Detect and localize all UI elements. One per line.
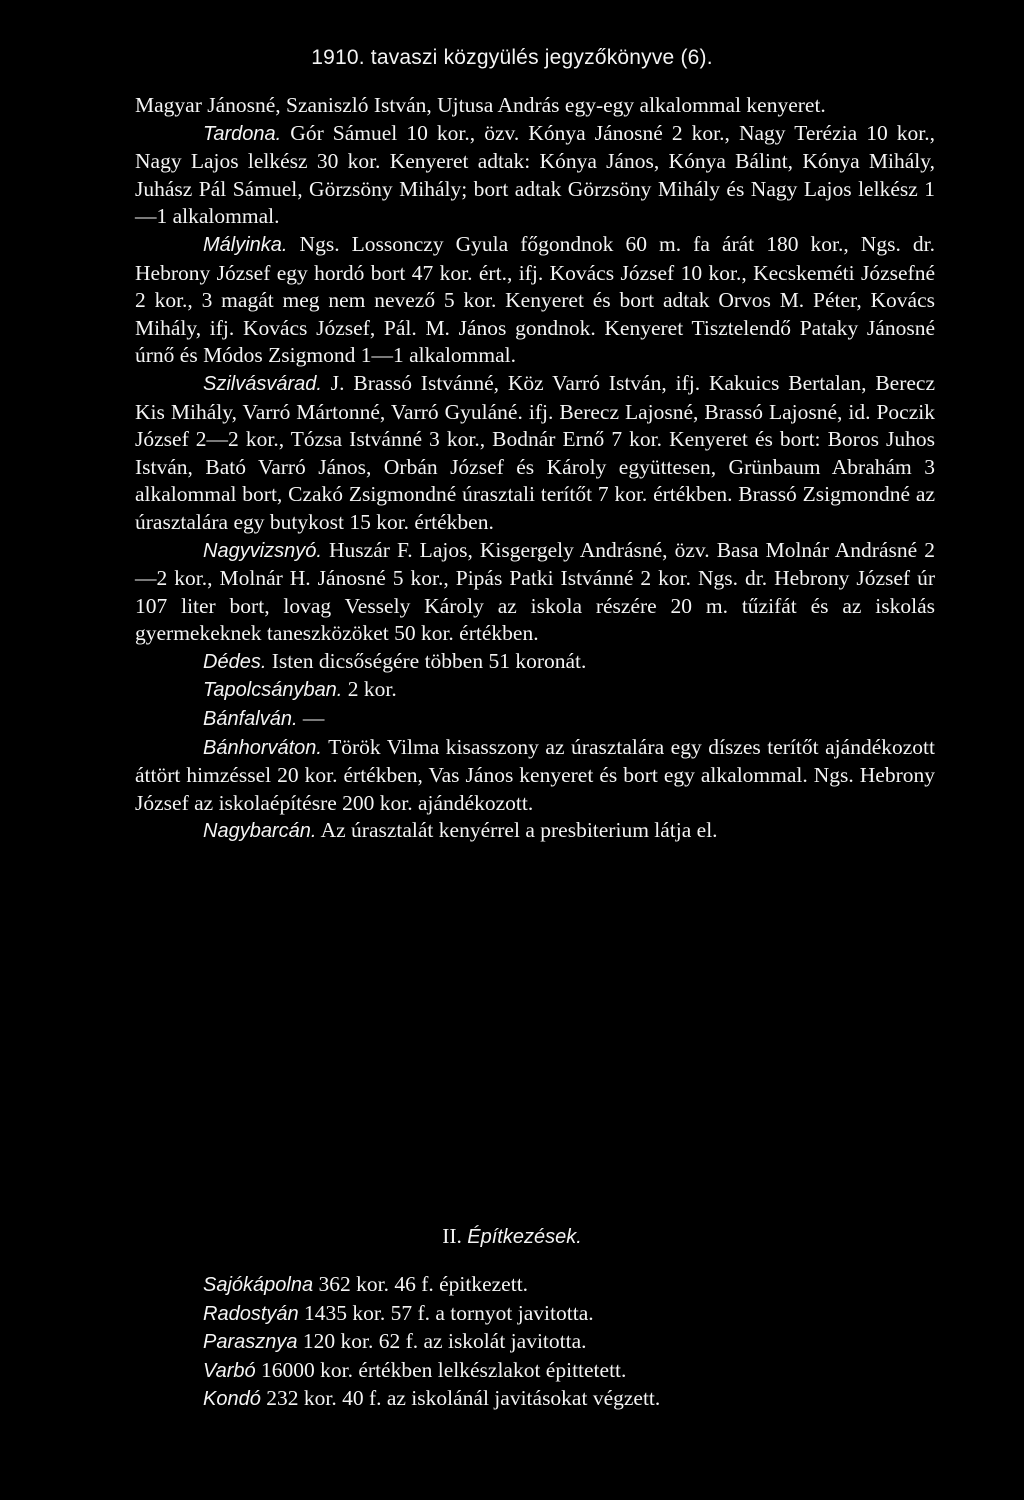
place-name: Bánhorváton.: [203, 736, 322, 759]
place-name: Nagyvizsnyó.: [203, 539, 322, 562]
paragraph: [135, 231, 935, 370]
paragraph-text: 2 kor.: [342, 677, 397, 702]
place-name: Tardona.: [203, 122, 282, 145]
paragraph-text: Magyar Jánosné, Szaniszló István, Ujtusa András egy-egy alkalommal kenyeret.: [135, 93, 826, 117]
paragraph: [135, 734, 935, 818]
section-heading: [0, 1224, 1024, 1249]
paragraph-text: Gór Sámuel 10 kor., özv. Kónya Jánosné 2 kor., Nagy Terézia 10 kor., Nagy Lajos lelkész 30 kor. Kenyeret adtak: Kónya János, Kónya Bálint, Kónya Mihály, Juhász Pál Sámuel, Görzsöny Mihály; bort adtak Görzsöny Mihály és Nagy Lajos lelkész 1—1 alkalommal.: [135, 120, 935, 229]
paragraph: [135, 705, 935, 734]
paragraph: [135, 92, 935, 120]
paragraph-text: Török Vilma kisasszony az úrasztalára egy díszes terítőt ajándékozott áttört himzéssel 20 kor. értékben, Vas János kenyeret és bort egy alkalommal. Ngs. Hebrony József az iskolaépítésre 200 kor. ajándékozott.: [135, 734, 935, 815]
paragraph-text: Huszár F. Lajos, Kisgergely Andrásné, özv. Basa Molnár Andrásné 2—2 kor., Molnár H. Jánosné 5 kor., Pipás Patki Istvánné 2 kor. Ngs. dr. Hebrony József úr 107 liter bort, lovag Vessely Károly az iskola részére 20 m. tűzifát és az iskolás gyermekeknek taneszközöket 50 kor. értékben.: [135, 537, 935, 646]
place-name: Mályinka.: [203, 233, 288, 256]
paragraph-text: Az úrasztalát kenyérrel a presbiterium látja el.: [316, 818, 718, 843]
section-number: II.: [442, 1224, 462, 1248]
paragraph-text: J. Brassó Istvánné, Köz Varró István, ifj. Kakuics Bertalan, Berecz Kis Mihály, Varró Mártonné, Varró Gyuláné. ifj. Berecz Lajosné, Brassó Lajosné, id. Poczik József 2—2 kor., Tózsa Istvánné 3 kor., Bodnár Ernő 7 kor. Kenyeret és bort: Boros Juhos István, Bató Varró János, Orbán József és Károly együttesen, Grünbaum Abrahám 3 alkalommal bort, Czakó Zsigmondné úrasztali terítőt 7 kor. értékben. Brassó Zsigmondné az úrasztalára egy butykost 15 kor. értékben.: [135, 370, 935, 534]
list-item-text: 16000 kor. értékben lelkészlakot épittetett.: [255, 1357, 627, 1382]
page-header: 1910. tavaszi közgyülés jegyzőkönyve (6).: [311, 46, 713, 69]
paragraph-text: Ngs. Lossonczy Gyula főgondnok 60 m. fa árát 180 kor., Ngs. dr. Hebrony József egy hordó bort 47 kor. ért., ifj. Kovács József 10 kor., Kecskeméti Józsefné 2 kor., 3 magát meg nem nevező 5 kor. Kenyeret és bort adtak Orvos M. Péter, Kovács Mihály, ifj. Kovács József, Pál. M. János gondnok. Kenyeret Tisztelendő Pataky Jánosné úrnő és Módos Zsigmond 1—1 alkalommal.: [135, 231, 935, 368]
paragraph-text: Isten dicsőségére többen 51 koronát.: [266, 648, 587, 673]
place-name: Bánfalván.: [203, 708, 298, 731]
list-item: [203, 1357, 963, 1386]
paragraph-text: —: [297, 706, 325, 731]
paragraph: [135, 648, 935, 677]
place-name: Parasznya: [203, 1331, 298, 1354]
paragraph: [135, 120, 935, 231]
place-name: Tapolcsányban.: [203, 679, 343, 702]
list-item: [203, 1385, 963, 1414]
place-name: Sajókápolna: [203, 1274, 314, 1296]
list-item: [203, 1328, 963, 1357]
paragraph: [135, 676, 935, 705]
list-item-text: 120 kor. 62 f. az iskolát javitotta.: [297, 1329, 587, 1354]
body-text: [135, 92, 935, 846]
place-name: Nagybarcán.: [203, 820, 317, 843]
section-title: Építkezések.: [467, 1226, 582, 1248]
paragraph: [135, 817, 935, 846]
place-name: Szilvásvárad.: [203, 372, 322, 395]
list-item-text: 362 kor. 46 f. épitkezett.: [313, 1272, 529, 1296]
list-item-text: 232 kor. 40 f. az iskolánál javitásokat végzett.: [260, 1386, 661, 1411]
list-item: [203, 1300, 963, 1329]
place-name: Varbó: [203, 1359, 256, 1382]
paragraph: [135, 537, 935, 648]
list-item-text: 1435 kor. 57 f. a tornyot javitotta.: [298, 1300, 594, 1325]
paragraph: [135, 370, 935, 537]
place-name: Kondó: [203, 1388, 261, 1411]
list-item: [203, 1271, 963, 1300]
place-name: Radostyán: [203, 1302, 299, 1325]
place-name: Dédes.: [203, 650, 267, 673]
construction-list: [203, 1271, 963, 1414]
